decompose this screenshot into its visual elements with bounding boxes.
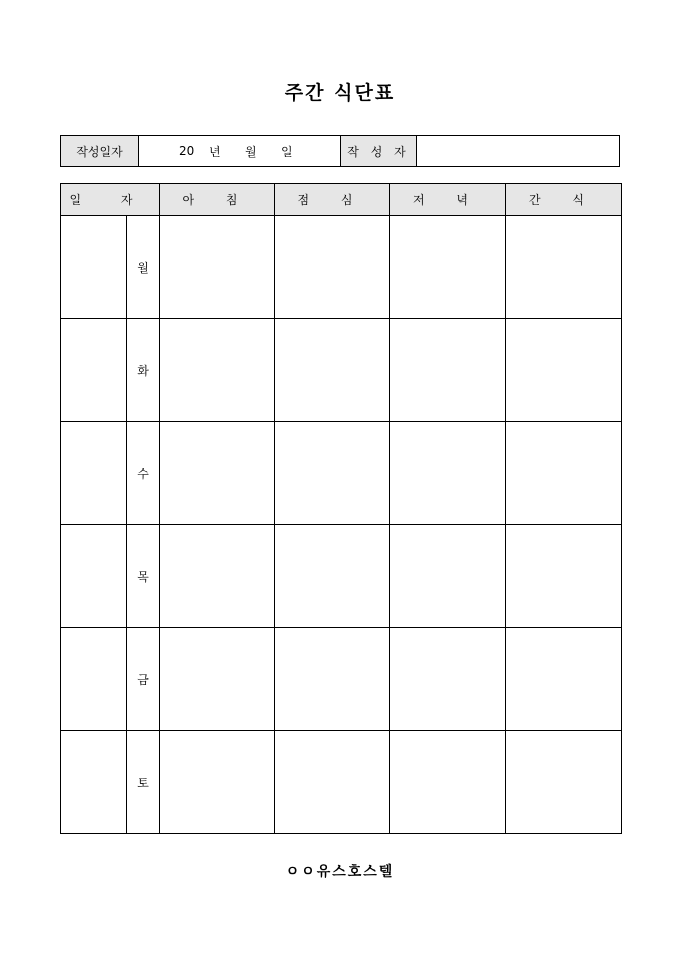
weekday-cell: 금: [127, 628, 160, 731]
date-cell[interactable]: [61, 216, 127, 319]
weekday-cell: 화: [127, 319, 160, 422]
weekday-cell: 수: [127, 422, 160, 525]
header-dinner: 저 녁: [390, 184, 506, 216]
date-field[interactable]: [139, 136, 341, 166]
lunch-cell[interactable]: [275, 422, 390, 525]
header-row: [61, 184, 622, 216]
table-row: [61, 731, 622, 834]
date-cell[interactable]: [61, 525, 127, 628]
header-date: 일 자: [61, 184, 160, 216]
menu-table: [60, 183, 622, 834]
header-lunch: 점 심: [275, 184, 390, 216]
snack-cell[interactable]: [506, 319, 622, 422]
lunch-cell[interactable]: [275, 216, 390, 319]
breakfast-cell[interactable]: [160, 731, 275, 834]
breakfast-cell[interactable]: [160, 525, 275, 628]
breakfast-cell[interactable]: [160, 628, 275, 731]
dinner-cell[interactable]: [390, 216, 506, 319]
page-title: 주간 식단표: [284, 82, 396, 104]
table-row: [61, 422, 622, 525]
date-label: 작성일자: [61, 136, 139, 166]
dinner-cell[interactable]: [390, 422, 506, 525]
snack-cell[interactable]: [506, 731, 622, 834]
lunch-cell[interactable]: [275, 319, 390, 422]
snack-cell[interactable]: [506, 525, 622, 628]
author-label: 작 성 자: [341, 136, 417, 166]
date-cell[interactable]: [61, 628, 127, 731]
lunch-cell[interactable]: [275, 628, 390, 731]
table-row: [61, 525, 622, 628]
dinner-cell[interactable]: [390, 628, 506, 731]
year-prefix: 20: [179, 144, 195, 158]
breakfast-cell[interactable]: [160, 216, 275, 319]
meta-row: [60, 135, 620, 167]
month-label: 월: [245, 144, 257, 159]
header-breakfast: 아 침: [160, 184, 275, 216]
weekday-cell: 월: [127, 216, 160, 319]
breakfast-cell[interactable]: [160, 422, 275, 525]
date-cell[interactable]: [61, 731, 127, 834]
snack-cell[interactable]: [506, 628, 622, 731]
date-cell[interactable]: [61, 422, 127, 525]
snack-cell[interactable]: [506, 216, 622, 319]
lunch-cell[interactable]: [275, 525, 390, 628]
breakfast-cell[interactable]: [160, 319, 275, 422]
day-label: 일: [281, 144, 293, 159]
year-label: 년: [209, 144, 221, 159]
snack-cell[interactable]: [506, 422, 622, 525]
footer-organization: ㅇㅇ유스호스텔: [285, 864, 395, 880]
dinner-cell[interactable]: [390, 319, 506, 422]
date-cell[interactable]: [61, 319, 127, 422]
author-field[interactable]: [417, 136, 619, 166]
dinner-cell[interactable]: [390, 525, 506, 628]
lunch-cell[interactable]: [275, 731, 390, 834]
weekday-cell: 목: [127, 525, 160, 628]
header-snack: 간 식: [506, 184, 622, 216]
table-row: [61, 216, 622, 319]
table-row: [61, 628, 622, 731]
weekday-cell: 토: [127, 731, 160, 834]
dinner-cell[interactable]: [390, 731, 506, 834]
table-row: [61, 319, 622, 422]
